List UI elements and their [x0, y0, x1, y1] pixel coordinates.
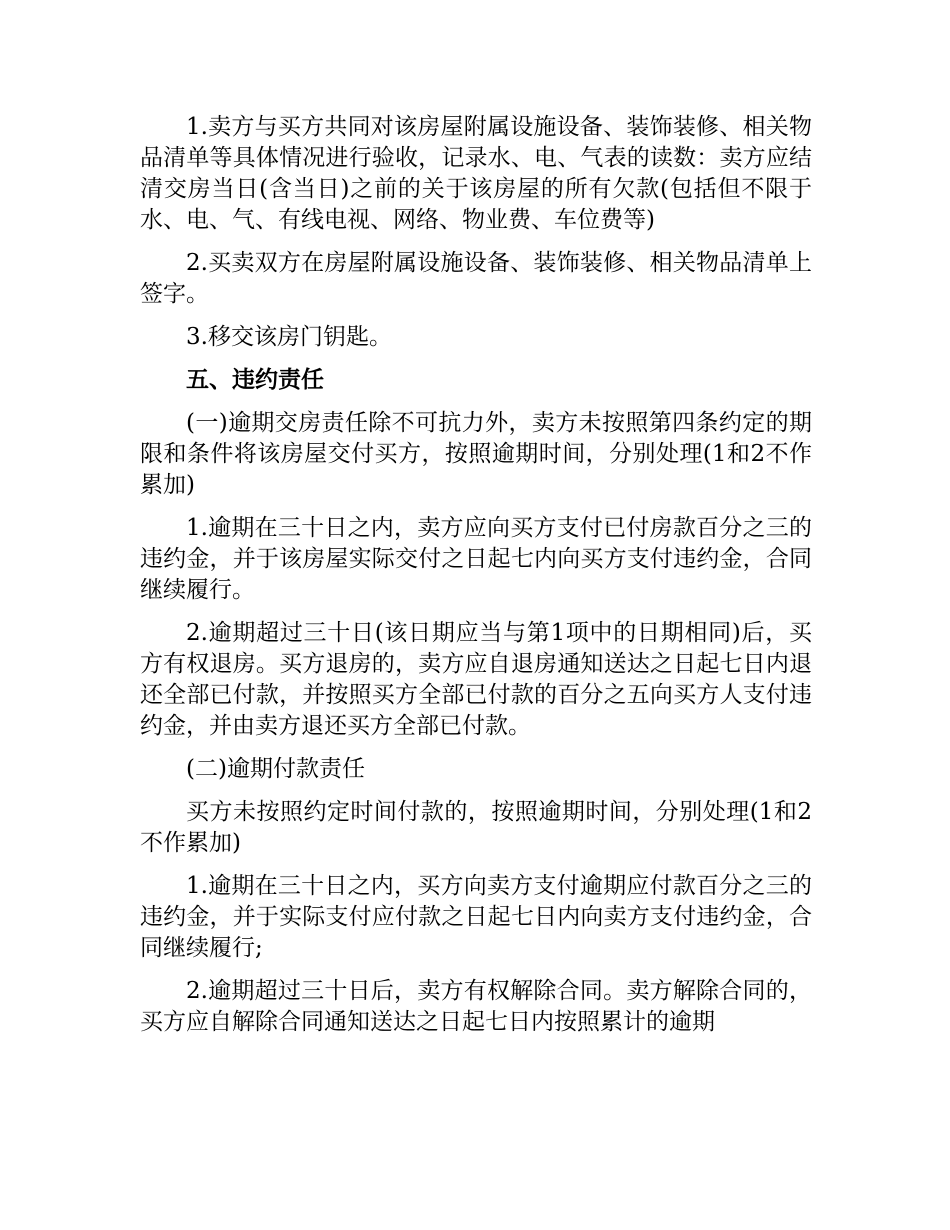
paragraph-late-payment-title: (二)逾期付款责任: [186, 756, 365, 782]
paragraph-sign-list: 2.买卖双方在房屋附属设施设备、装饰装修、相关物品清单上签字。: [140, 250, 812, 307]
paragraph-late-payment-over-30: 2.逾期超过三十日后，卖方有权解除合同。卖方解除合同的，买方应自解除合同通知送达之日起七日内按照累计的逾期: [140, 978, 812, 1035]
paragraph-inspection: 1.卖方与买方共同对该房屋附属设施设备、装饰装修、相关物品清单等具体情况进行验收，记录水、电、气表的读数：卖方应结清交房当日(含当日)之前的关于该房屋的所有欠款(包括但不限于水、电、气、有线电视、网络、物业费、车位费等): [140, 114, 812, 233]
paragraph-late-payment: 买方未按照约定时间付款的，按照逾期时间，分别处理(1和2不作累加): [140, 799, 812, 856]
paragraph-late-delivery-over-30: 2.逾期超过三十日(该日期应当与第1项中的日期相同)后，买方有权退房。买方退房的，卖方应自退房通知送达之日起七日内退还全部已付款，并按照买方全部已付款的百分之五向买方人支付违约金，并由卖方退还买方全部已付款。: [140, 620, 812, 739]
paragraph-late-delivery-within-30: 1.逾期在三十日之内，卖方应向买方支付已付房款百分之三的违约金，并于该房屋实际交付之日起七内向买方支付违约金，合同继续履行。: [140, 515, 812, 603]
section-heading-breach: 五、违约责任: [186, 367, 324, 393]
paragraph-late-delivery: (一)逾期交房责任除不可抗力外，卖方未按照第四条约定的期限和条件将该房屋交付买方，按照逾期时间，分别处理(1和2不作累加): [140, 410, 812, 498]
paragraph-hand-over-keys: 3.移交该房门钥匙。: [186, 324, 392, 350]
paragraph-late-payment-within-30: 1.逾期在三十日之内，买方向卖方支付逾期应付款百分之三的违约金，并于实际支付应付款之日起七日内向卖方支付违约金，合同继续履行;: [140, 873, 812, 961]
document-page: [140, 112, 812, 1050]
